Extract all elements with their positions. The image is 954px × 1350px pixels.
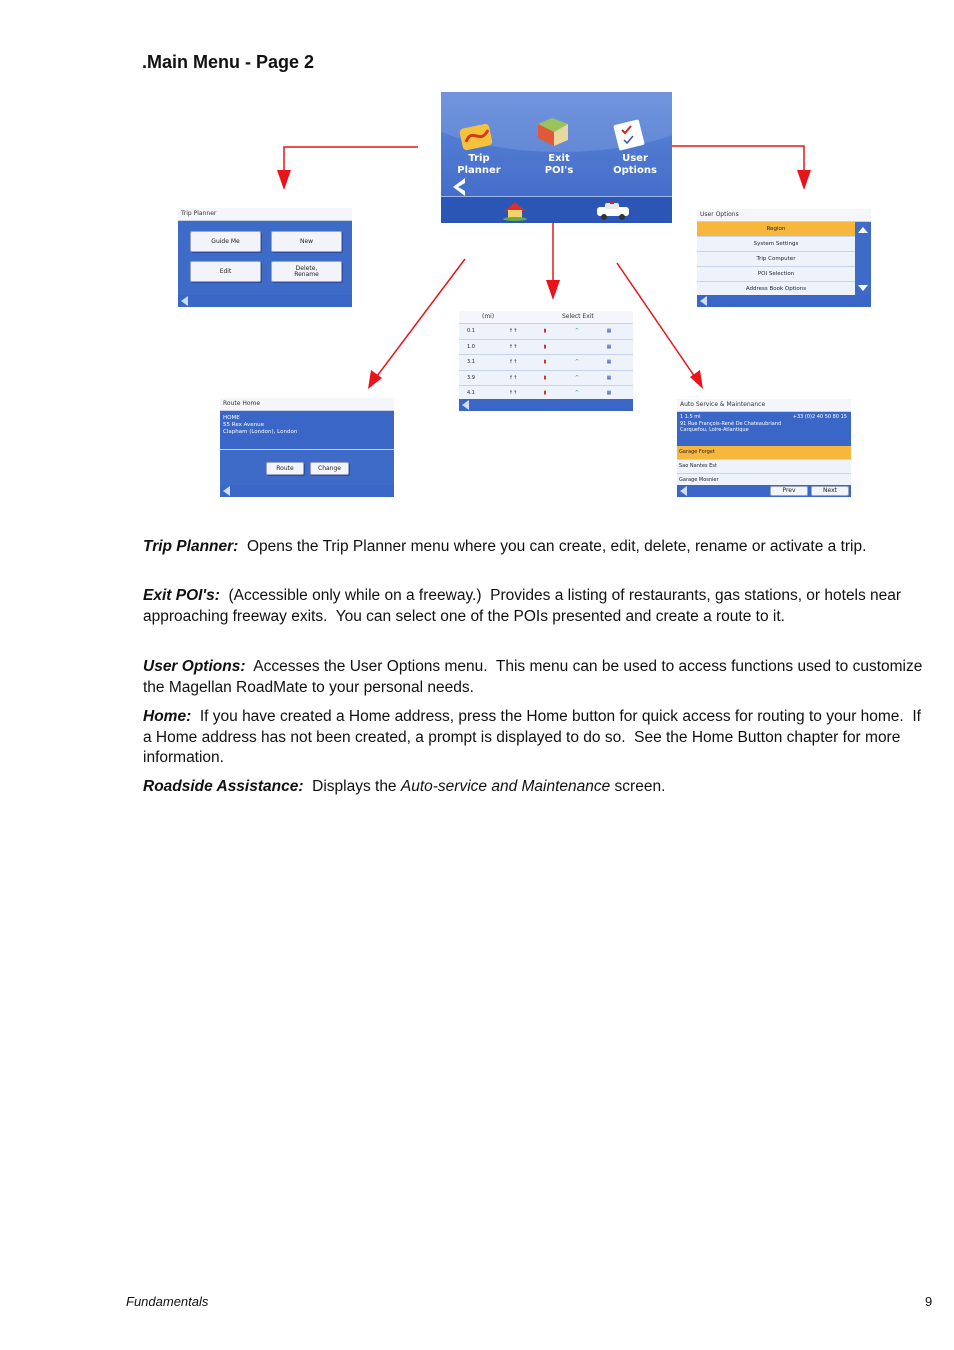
- new-trip-button[interactable]: New: [271, 231, 342, 252]
- exit-poi-icon: [534, 114, 574, 148]
- exit-distance: 0.1: [467, 328, 475, 334]
- address-line: 55 Rex Avenue: [223, 422, 265, 428]
- term: Exit POI's:: [143, 587, 220, 604]
- exit-distance: 3.9: [467, 374, 475, 381]
- description: (Accessible only while on a freeway.) Provides a listing of restaurants, gas stations, or hotels near approaching freeway exits. You can select one of the POIs presented and create a route to it.: [143, 587, 906, 625]
- exit-distance: 4.1: [467, 390, 475, 396]
- delete-rename-button[interactable]: Delete, Rename: [271, 261, 342, 282]
- exit-sign-icon: ▦: [606, 390, 612, 396]
- term: Roadside Assistance:: [143, 778, 304, 795]
- description: Opens the Trip Planner menu where you can create, edit, delete, rename or activate a trip.: [238, 538, 867, 555]
- exit-distance: 3.1: [467, 359, 475, 365]
- user-options-title: User Options: [697, 209, 871, 222]
- term: User Options:: [143, 658, 246, 675]
- menu-user-options-label[interactable]: User Options: [613, 153, 657, 176]
- exit-sign-icon: ▦: [606, 343, 612, 350]
- scroll-up-icon[interactable]: [855, 223, 871, 237]
- description-end: screen.: [610, 778, 666, 795]
- auto-service-screenshot: [677, 399, 851, 497]
- address-line: Clapham (London), London: [223, 429, 298, 435]
- food-icon: ↑↑: [508, 343, 518, 350]
- service-phone: +33 (0)2 40 50 80 15: [792, 414, 847, 420]
- service-city: Carquefou, Loire-Atlantique: [680, 427, 749, 433]
- screen-name: Auto-service and Maintenance: [400, 778, 611, 795]
- change-button[interactable]: Change: [310, 462, 349, 475]
- food-icon: ↑↑: [508, 359, 518, 365]
- fuel-icon: ▮: [543, 390, 547, 396]
- food-icon: ↑↑: [508, 374, 518, 381]
- paragraph-trip-planner: [143, 537, 923, 558]
- table-row[interactable]: [459, 324, 633, 340]
- table-row[interactable]: [459, 355, 633, 371]
- food-icon: ↑↑: [508, 328, 518, 334]
- hotel-icon: ^: [574, 359, 580, 365]
- table-row[interactable]: [459, 371, 633, 387]
- roadside-assistance-icon[interactable]: [593, 199, 633, 221]
- footer-section: Fundamentals: [126, 1294, 209, 1309]
- fuel-icon: ▮: [543, 374, 547, 381]
- select-exit-header: [459, 311, 633, 324]
- fuel-icon: ▮: [543, 343, 547, 350]
- route-button[interactable]: Route: [266, 462, 304, 475]
- back-arrow-icon[interactable]: [180, 296, 190, 306]
- hotel-icon: ^: [574, 390, 580, 396]
- paragraph-user-options: [143, 657, 927, 698]
- description: Accesses the User Options menu. This menu can be used to access functions used to customize the Magellan RoadMate to your personal needs.: [143, 658, 927, 696]
- auto-service-title: Auto Service & Maintenance: [677, 399, 851, 412]
- fuel-icon: ▮: [543, 328, 547, 334]
- guide-me-button[interactable]: Guide Me: [190, 231, 261, 252]
- back-arrow-icon[interactable]: [699, 296, 709, 306]
- paragraph-home: [143, 707, 926, 769]
- exit-sign-icon: ▦: [606, 359, 612, 365]
- service-detail: [677, 412, 851, 446]
- paragraph-exit-poi: [143, 586, 923, 627]
- scroll-down-icon[interactable]: [855, 281, 871, 295]
- back-arrow-icon[interactable]: [222, 486, 232, 496]
- back-arrow-icon[interactable]: [461, 400, 471, 410]
- exit-sign-icon: ▦: [606, 374, 612, 381]
- menu-trip-planner-label[interactable]: Trip Planner: [457, 153, 501, 176]
- page-heading: .Main Menu - Page 2: [142, 52, 315, 72]
- address-line: HOME: [223, 415, 240, 421]
- list-item[interactable]: Address Book Options: [697, 282, 855, 297]
- exit-sign-icon: ▦: [606, 328, 612, 334]
- edit-trip-button[interactable]: Edit: [190, 261, 261, 282]
- select-exit-screenshot: [459, 311, 633, 411]
- user-options-icon: [612, 118, 652, 152]
- list-item[interactable]: Trip Computer: [697, 252, 855, 267]
- route-home-screenshot: [220, 398, 394, 497]
- list-item[interactable]: Sao Nantes Est: [677, 460, 851, 474]
- hotel-icon: ^: [574, 328, 580, 334]
- food-icon: ↑↑: [508, 390, 518, 396]
- scrollbar[interactable]: [855, 222, 871, 295]
- home-address: [220, 411, 394, 450]
- back-arrow-icon[interactable]: [453, 178, 467, 196]
- prev-button[interactable]: Prev: [770, 486, 808, 496]
- term: Trip Planner:: [143, 538, 239, 555]
- distance-unit: (mi): [482, 313, 495, 320]
- home-icon[interactable]: [501, 199, 529, 221]
- exit-distance: 1.0: [467, 343, 475, 350]
- select-exit-title: Select Exit: [562, 313, 594, 320]
- description: If you have created a Home address, press the Home button for quick access for routing to your home. If a Home address has not been created, a prompt is displayed to do so. See the Home Button chapter for more information.: [143, 708, 926, 766]
- list-item[interactable]: Garage Mosnier: [677, 474, 851, 487]
- user-options-screenshot: [697, 209, 871, 307]
- page-number: 9: [925, 1294, 933, 1309]
- description: Displays the: [303, 778, 401, 795]
- table-row[interactable]: [459, 340, 633, 356]
- main-menu-screenshot: [441, 92, 672, 223]
- route-home-title: Route Home: [220, 398, 394, 411]
- list-item[interactable]: Garage Forget: [677, 446, 851, 460]
- list-item[interactable]: System Settings: [697, 237, 855, 252]
- paragraph-roadside-assistance: [143, 777, 923, 798]
- service-street: 91 Rue François-René De Chateaubriand: [680, 420, 782, 427]
- arrow-to-route-home: [374, 259, 465, 380]
- service-distance: 1 1.5 mi: [680, 414, 701, 420]
- back-arrow-icon[interactable]: [679, 486, 689, 496]
- next-button[interactable]: Next: [811, 486, 849, 496]
- term: Home:: [143, 708, 192, 725]
- arrow-to-user-options: [668, 146, 804, 184]
- arrow-to-trip-planner: [284, 147, 418, 184]
- list-item[interactable]: Region: [697, 222, 855, 237]
- menu-exit-poi-label[interactable]: Exit POI's: [544, 153, 574, 176]
- fuel-icon: ▮: [543, 359, 547, 365]
- trip-planner-title: Trip Planner: [178, 208, 352, 221]
- list-item[interactable]: POI Selection: [697, 267, 855, 282]
- trip-planner-screenshot: [178, 208, 352, 307]
- trip-planner-icon: [458, 120, 498, 154]
- hotel-icon: ^: [574, 374, 580, 381]
